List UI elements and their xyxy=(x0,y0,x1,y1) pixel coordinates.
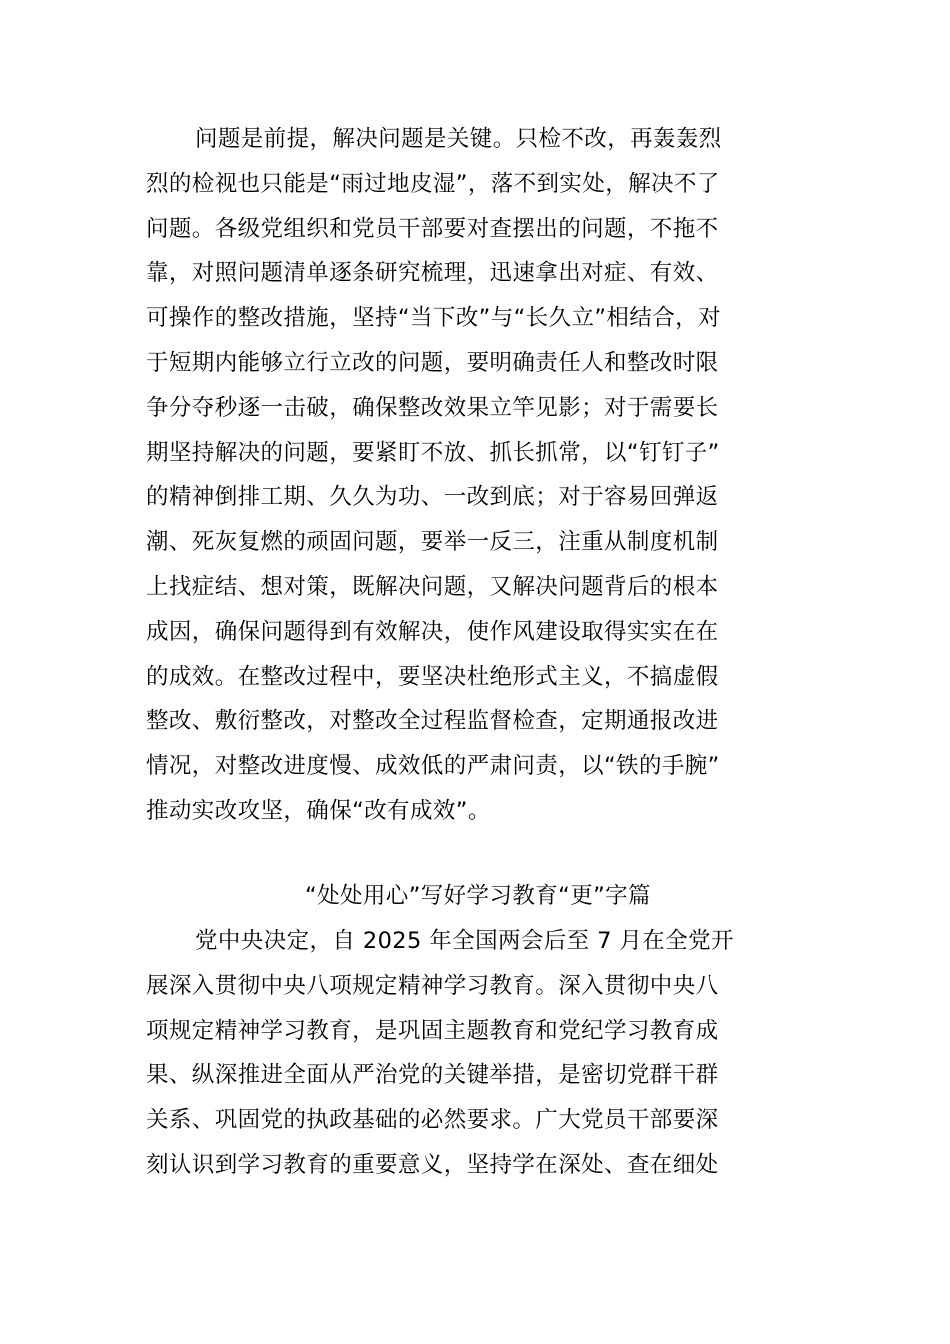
paragraph-line: 的成效。在整改过程中，要坚决杜绝形式主义，不搞虚假 xyxy=(146,663,719,690)
paragraph-line: 潮、死灰复燃的顽固问题，要举一反三，注重从制度机制 xyxy=(146,529,719,556)
paragraph-line: 项规定精神学习教育，是巩固主题教育和党纪学习教育成 xyxy=(146,1017,719,1044)
paragraph-line: 整改、敷衍整改，对整改全过程监督检查，定期通报改进 xyxy=(146,708,719,735)
paragraph-line: 党中央决定，自 2025 年全国两会后至 7 月在全党开 xyxy=(195,928,734,954)
paragraph-rectification xyxy=(146,117,810,834)
paragraph-line: 展深入贯彻中央八项规定精神学习教育。深入贯彻中央八 xyxy=(146,972,719,999)
paragraph-line: 可操作的整改措施，坚持“当下改”与“长久立”相结合，对 xyxy=(146,305,721,332)
paragraph-line: 推动实改攻坚，确保“改有成效”。 xyxy=(146,797,491,824)
paragraph-line: 靠，对照问题清单逐条研究梳理，迅速拿出对症、有效、 xyxy=(146,260,719,287)
paragraph-line: 关系、巩固党的执政基础的必然要求。广大党员干部要深 xyxy=(146,1107,719,1134)
paragraph-line: 期坚持解决的问题，要紧盯不放、抓长抓常，以“钉钉子” xyxy=(146,439,720,466)
paragraph-line: 刻认识到学习教育的重要意义，坚持学在深处、查在细处 xyxy=(146,1151,719,1178)
paragraph-line: 争分夺秒逐一击破，确保整改效果立竿见影；对于需要长 xyxy=(146,394,719,421)
paragraph-study-education xyxy=(146,919,810,1188)
paragraph-line: 情况，对整改进度慢、成效低的严肃问责，以“铁的手腕” xyxy=(146,753,720,780)
paragraph-line: 问题。各级党组织和党员干部要对查摆出的问题，不拖不 xyxy=(146,215,719,242)
paragraph-line: 上找症结、想对策，既解决问题，又解决问题背后的根本 xyxy=(146,573,719,600)
paragraph-line: 的精神倒排工期、久久为功、一改到底；对于容易回弹返 xyxy=(146,484,719,511)
paragraph-line: 问题是前提，解决问题是关键。只检不改，再轰轰烈 xyxy=(195,126,722,152)
paragraph-line: 成因，确保问题得到有效解决，使作风建设取得实实在在 xyxy=(146,618,719,645)
paragraph-line: 烈的检视也只能是“雨过地皮湿”，落不到实处，解决不了 xyxy=(146,170,720,197)
paragraph-line: 果、纵深推进全面从严治党的关键举措，是密切党群干群 xyxy=(146,1062,719,1089)
paragraph-line: 于短期内能够立行立改的问题，要明确责任人和整改时限 xyxy=(146,349,719,376)
section-heading: “处处用心”写好学习教育“更”字篇 xyxy=(305,883,651,909)
